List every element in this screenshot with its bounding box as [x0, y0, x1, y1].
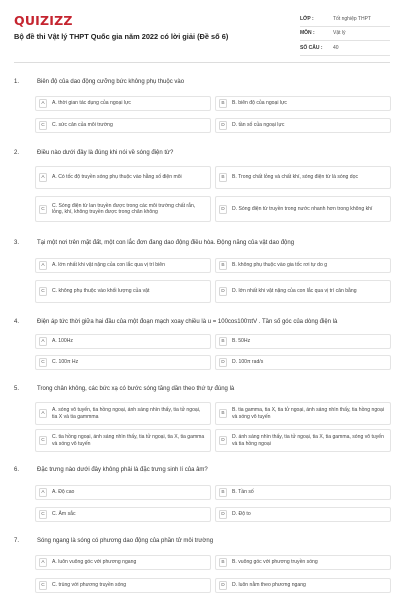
option-letter: B: [219, 409, 227, 418]
question-4: [14, 319, 390, 366]
option-text: C. không phụ thuộc vào khối lượng của vật: [52, 288, 150, 295]
option-a[interactable]: [35, 166, 211, 189]
meta-value: Tốt nghiệp THPT: [333, 15, 371, 22]
option-d[interactable]: [215, 280, 391, 303]
option-text: C. tia hồng ngoại, ánh sáng nhìn thấy, tia tử ngoại, tia X, tia gamma và sóng vô tuyến: [52, 434, 205, 447]
option-letter: B: [219, 488, 227, 497]
option-letter: D: [219, 510, 227, 519]
question-number: 1.: [14, 79, 20, 85]
question-5: [14, 386, 390, 447]
question-number: 7.: [14, 538, 20, 544]
option-text: B. Trong chất lỏng và chất khí, sóng điện từ là sóng dọc: [232, 174, 359, 181]
option-d[interactable]: [215, 118, 391, 133]
option-text: D. ánh sáng nhìn thấy, tia tử ngoại, tia X, tia gamma, sóng vô tuyến và tia hồng ngoại: [232, 434, 384, 447]
meta-key: LỚP :: [300, 15, 314, 22]
option-letter: A: [39, 99, 47, 108]
question-7: [14, 538, 390, 589]
option-letter: B: [219, 337, 227, 346]
option-b[interactable]: [215, 334, 391, 349]
option-letter: D: [219, 121, 227, 130]
option-a[interactable]: [35, 402, 211, 425]
option-text: A. luôn vuông góc với phương ngang: [52, 559, 137, 566]
option-c[interactable]: [35, 429, 211, 452]
meta-row-class: [300, 12, 390, 27]
option-c[interactable]: [35, 355, 211, 370]
question-text: Điều nào dưới đây là đúng khi nói về sóng điện từ?: [37, 150, 174, 156]
option-d[interactable]: [215, 355, 391, 370]
question-number: 2.: [14, 150, 20, 156]
question-2: [14, 150, 390, 215]
option-text: D. 100π rad/s: [232, 359, 264, 366]
option-text: D. Sóng điện từ truyền trong nước nhanh hơn trong không khí: [232, 205, 373, 212]
option-d[interactable]: [215, 578, 391, 593]
option-letter: D: [219, 358, 227, 367]
option-letter: D: [219, 205, 227, 214]
question-number: 5.: [14, 386, 20, 392]
option-text: A. sóng vô tuyến, tia hồng ngoại, ánh sáng nhìn thấy, tia tử ngoại, tia X và tia gammma: [52, 407, 201, 420]
question-number: 4.: [14, 319, 20, 325]
option-letter: C: [39, 358, 47, 367]
option-text: A. 100Hz: [52, 338, 73, 345]
question-text: Trong chân không, các bức xạ có bước sóng tăng dần theo thứ tự đúng là: [37, 386, 235, 392]
option-letter: C: [39, 287, 47, 296]
meta-key: MÔN :: [300, 30, 315, 37]
option-letter: C: [39, 436, 47, 445]
option-text: D. luôn nằm theo phương ngang: [232, 582, 306, 589]
question-text: Sóng ngang là sóng có phương dao động của phần tử môi trường: [37, 538, 214, 544]
option-c[interactable]: [35, 118, 211, 133]
option-letter: B: [219, 558, 227, 567]
option-b[interactable]: [215, 258, 391, 273]
worksheet-meta: [300, 12, 390, 56]
option-text: B. tia gamma, tia X, tia tử ngoại, ánh sáng nhìn thấy, tia hồng ngoại và sóng vô tuyến: [232, 407, 384, 420]
option-text: D. lớn nhất khi vật nặng của con lắc qua vị trí cân bằng: [232, 288, 357, 295]
option-d[interactable]: [215, 507, 391, 522]
option-d[interactable]: [215, 429, 391, 452]
option-b[interactable]: [215, 555, 391, 570]
option-letter: B: [219, 99, 227, 108]
option-text: C. Âm sắc: [52, 511, 76, 518]
option-d[interactable]: [215, 196, 391, 222]
question-1: [14, 79, 390, 129]
question-text: Điện áp tức thời giữa hai đầu của một đoạn mạch xoay chiều là u = 100cos100πtV . Tần số góc của dòng điện là: [37, 319, 338, 325]
meta-row-subject: [300, 27, 390, 42]
option-letter: B: [219, 261, 227, 270]
option-text: D. Độ to: [232, 511, 251, 518]
option-a[interactable]: [35, 485, 211, 500]
option-text: C. Sóng điện từ lan truyền được trong các môi trường chất rắn, lỏng, khí, không truyền được trong chân không: [52, 202, 196, 215]
option-b[interactable]: [215, 166, 391, 189]
question-number: 6.: [14, 467, 20, 473]
question-6: [14, 467, 390, 518]
option-text: C. sức cản của môi trường: [52, 122, 113, 129]
question-number: 3.: [14, 240, 20, 246]
option-letter: A: [39, 261, 47, 270]
meta-value: Vật lý: [333, 30, 346, 37]
option-text: C. trùng với phương truyền sóng: [52, 582, 127, 589]
meta-row-count: [300, 41, 390, 56]
option-text: C. 100π Hz: [52, 359, 79, 366]
option-text: B. 50Hz: [232, 338, 251, 345]
option-c[interactable]: [35, 196, 211, 222]
option-letter: C: [39, 510, 47, 519]
option-letter: D: [219, 436, 227, 445]
question-3: [14, 240, 390, 295]
option-text: A. lớn nhất khi vật nặng của con lắc qua vị trí biên: [52, 262, 165, 269]
option-letter: A: [39, 488, 47, 497]
option-c[interactable]: [35, 578, 211, 593]
option-text: A. Có tốc độ truyền sóng phụ thuộc vào hằng số điện môi: [52, 174, 182, 181]
header-divider: [14, 62, 390, 63]
question-text: Biên độ của dao động cưỡng bức không phụ thuộc vào: [37, 79, 185, 85]
meta-key: SỐ CÂU :: [300, 44, 323, 51]
option-text: A. Độ cao: [52, 489, 75, 496]
option-letter: A: [39, 409, 47, 418]
option-text: D. tần số của ngoại lực: [232, 122, 285, 129]
option-b[interactable]: [215, 402, 391, 425]
option-letter: A: [39, 558, 47, 567]
question-text: Tại một nơi trên mặt đất, một con lắc đơn đang dao động điều hòa. Động năng của vật dao động: [37, 240, 295, 246]
option-c[interactable]: [35, 280, 211, 303]
option-a[interactable]: [35, 555, 211, 570]
option-text: B. Tần số: [232, 489, 254, 496]
option-letter: A: [39, 173, 47, 182]
quizizz-logo[interactable]: QUIZIZZ: [14, 13, 73, 28]
option-letter: C: [39, 121, 47, 130]
option-letter: C: [39, 581, 47, 590]
option-letter: C: [39, 205, 47, 214]
option-c[interactable]: [35, 507, 211, 522]
option-text: B. vuông góc với phương truyền sóng: [232, 559, 318, 566]
option-b[interactable]: [215, 96, 391, 111]
meta-value: 40: [333, 44, 339, 51]
option-a[interactable]: [35, 96, 211, 111]
option-text: B. không phụ thuộc vào gia tốc rơi tự do g: [232, 262, 328, 269]
option-a[interactable]: [35, 334, 211, 349]
option-b[interactable]: [215, 485, 391, 500]
question-text: Đặc trưng nào dưới đây không phải là đặc trưng sinh lí của âm?: [37, 467, 208, 473]
option-a[interactable]: [35, 258, 211, 273]
option-letter: D: [219, 581, 227, 590]
option-text: A. thời gian tác dụng của ngoại lực: [52, 100, 131, 107]
option-letter: A: [39, 337, 47, 346]
option-letter: D: [219, 287, 227, 296]
option-text: B. biên độ của ngoại lực: [232, 100, 287, 107]
worksheet-title: Bộ đề thi Vật lý THPT Quốc gia năm 2022 có lời giải (Đề số 6): [14, 32, 229, 41]
option-letter: B: [219, 173, 227, 182]
